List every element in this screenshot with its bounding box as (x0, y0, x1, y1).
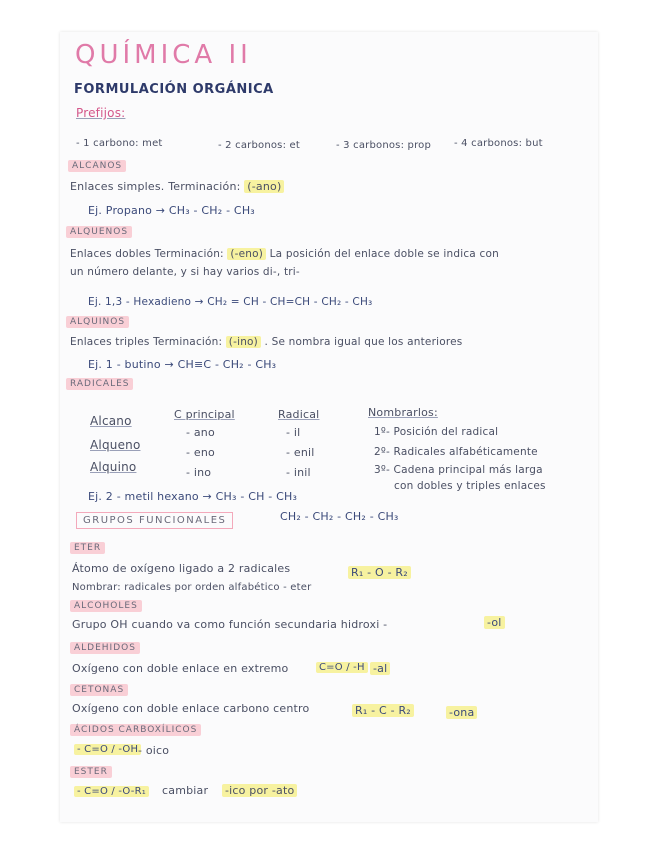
alquenos-text: Enlaces dobles Terminación: (-eno) La posición del enlace doble se indica con (70, 248, 499, 260)
alcoholes-heading: ALCOHOLES (70, 600, 142, 612)
grupos-heading: GRUPOS FUNCIONALES (76, 512, 233, 529)
alcanos-example: Ej. Propano → CH₃ - CH₂ - CH₃ (88, 204, 255, 217)
radicales-example: Ej. 2 - metil hexano → CH₃ - CH - CH₃ (88, 490, 298, 503)
col-c-principal: C principal (174, 408, 235, 421)
alcanos-text: Enlaces simples. Terminación: (-ano) (70, 180, 284, 193)
cetonas-formula: R₁ - C - R₂ (352, 704, 414, 717)
aldehidos-suffix: -al (370, 662, 390, 675)
radical-name: Alqueno (90, 438, 141, 452)
radicales-example-2: CH₂ - CH₂ - CH₂ - CH₃ (280, 510, 399, 523)
alquinos-heading: ALQUINOS (66, 316, 129, 328)
nombrar-step: con dobles y triples enlaces (394, 480, 546, 492)
cetonas-suffix: -ona (446, 706, 477, 719)
radical-name: Alquino (90, 460, 137, 474)
radical-r: - inil (286, 466, 311, 479)
alcoholes-text: Grupo OH cuando va como función secundaria hidroxi - (72, 618, 388, 631)
prefijo-item: - 4 carbonos: but (454, 138, 543, 149)
nombrar-step: 2º- Radicales alfabéticamente (374, 446, 538, 458)
aldehidos-heading: ALDEHIDOS (70, 642, 140, 654)
alcanos-heading: ALCANOS (68, 160, 126, 172)
radical-c: - ino (186, 466, 212, 479)
prefijo-item: - 3 carbonos: prop (336, 140, 432, 151)
alcanos-termination: (-ano) (244, 180, 284, 193)
alcoholes-suffix: -ol (484, 616, 505, 629)
eter-heading: ETER (70, 542, 105, 554)
alquinos-example: Ej. 1 - butino → CH≡C - CH₂ - CH₃ (88, 358, 277, 371)
prefijo-item: - 2 carbonos: et (218, 140, 301, 151)
eter-text-2: Nombrar: radicales por orden alfabético - eter (72, 582, 312, 593)
acidos-heading: ÁCIDOS CARBOXÍLICOS (70, 724, 201, 736)
eter-text: Átomo de oxígeno ligado a 2 radicales (72, 562, 291, 575)
radical-c: - ano (186, 426, 215, 439)
cetonas-heading: CETONAS (70, 684, 128, 696)
acidos-suffix: - oico (138, 744, 170, 757)
prefijos-heading: Prefijos: (76, 106, 126, 120)
ester-formula: - C=O / -O-R₁ (74, 786, 149, 797)
radical-c: - eno (186, 446, 215, 459)
nombrar-step: 1º- Posición del radical (374, 426, 499, 438)
acidos-formula: - C=O / -OH (74, 744, 141, 755)
radical-r: - enil (286, 446, 315, 459)
alquinos-termination: (-ino) (226, 336, 261, 348)
ester-text: cambiar (162, 784, 209, 797)
aldehidos-formula: C=O / -H (316, 662, 368, 673)
cetonas-text: Oxígeno con doble enlace carbono centro (72, 702, 310, 715)
alquenos-termination: (-eno) (227, 248, 266, 260)
aldehidos-text: Oxígeno con doble enlace en extremo (72, 662, 289, 675)
eter-formula: R₁ - O - R₂ (348, 566, 411, 579)
prefijo-item: - 1 carbono: met (76, 138, 163, 149)
col-radical: Radical (278, 408, 320, 421)
alquenos-text-2: un número delante, y si hay varios di-, tri- (70, 266, 300, 278)
col-nombrarlos: Nombrarlos: (368, 406, 438, 419)
nombrar-step: 3º- Cadena principal más larga (374, 464, 543, 476)
alquenos-heading: ALQUENOS (66, 226, 132, 238)
alquenos-example: Ej. 1,3 - Hexadieno → CH₂ = CH - CH=CH - CH₂ - CH₃ (88, 296, 373, 308)
page-subtitle: FORMULACIÓN ORGÁNICA (74, 82, 274, 97)
radicales-heading: RADICALES (66, 378, 133, 390)
radical-r: - il (286, 426, 301, 439)
ester-heading: ESTER (70, 766, 112, 778)
ester-change: -ico por -ato (222, 784, 297, 797)
page-title: QUÍMICA II (75, 40, 252, 70)
radical-name: Alcano (90, 414, 132, 428)
alquinos-text: Enlaces triples Terminación: (-ino) . Se nombra igual que los anteriores (70, 336, 463, 348)
